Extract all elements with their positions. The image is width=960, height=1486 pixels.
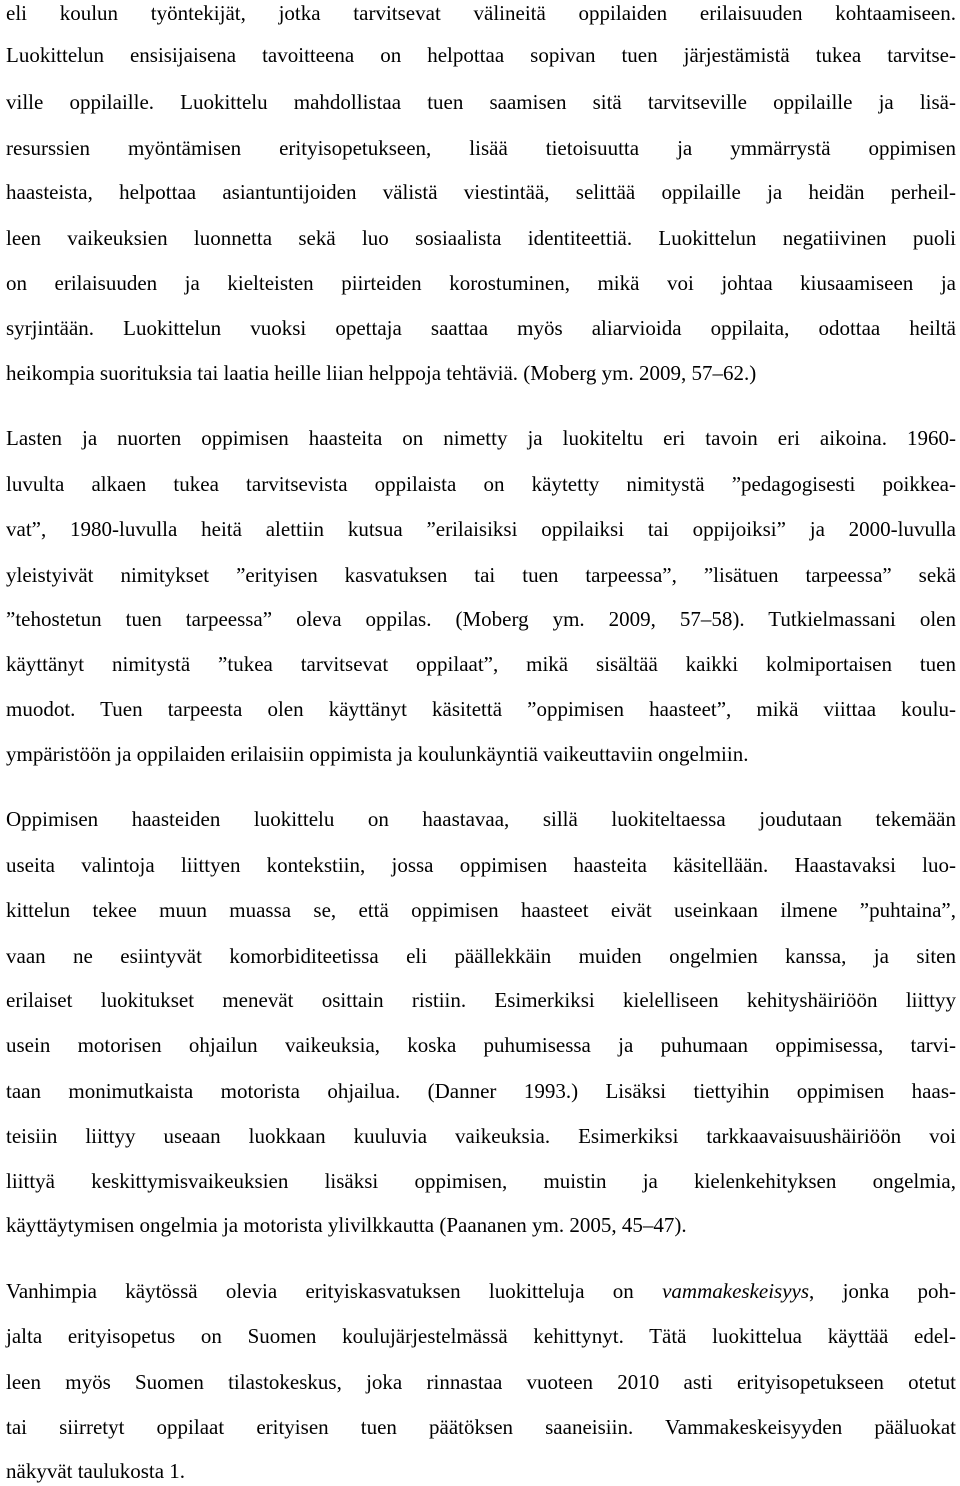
text-run: , jonka poh- [809,1279,956,1303]
text-line: teisiin liittyy useaan luokkaan kuuluvia vaikeuksia. Esimerkiksi tarkkaavaisuushäiriöön voi [6,1124,956,1148]
italic-term: vammakeskeisyys [662,1279,810,1303]
text-line: yleistyivät nimitykset ”erityisen kasvatuksen tai tuen tarpeessa”, ”lisätuen tarpeessa” sekä [6,563,956,587]
text-line [6,1278,956,1304]
text-line: käyttäytymisen ongelmia ja motorista ylivilkkautta (Paananen ym. 2005, 45–47). [6,1213,687,1237]
text-line: heikompia suorituksia tai laatia heille liian helppoja tehtäviä. (Moberg ym. 2009, 57–62.) [6,361,757,385]
text-line: vat”, 1980-luvulla heitä alettiin kutsua ”erilaisiksi oppilaiksi tai oppijoiksi” ja 2000-luvulla [6,517,956,541]
text-line: leen myös Suomen tilastokeskus, joka rinnastaa vuoteen 2010 asti erityisopetukseen otetut [6,1370,956,1394]
text-line: tai siirretyt oppilaat erityisen tuen päätöksen saaneisiin. Vammakeskeisyyden pääluokat [6,1415,956,1439]
text-line: näkyvät taulukosta 1. [6,1459,186,1483]
text-line: haasteista, helpottaa asiantuntijoiden välistä viestintää, selittää oppilaille ja heidän perheil- [6,180,956,204]
text-run: Vanhimpia käytössä olevia erityiskasvatuksen luokitteluja on [6,1279,663,1303]
text-line: Luokittelun ensisijaisena tavoitteena on helpottaa sopivan tuen järjestämistä tukea tarvitse- [6,43,956,67]
text-line: resurssien myöntämisen erityisopetukseen, lisää tietoisuutta ja ymmärrystä oppimisen [6,136,956,160]
text-line: Oppimisen haasteiden luokittelu on haastavaa, sillä luokiteltaessa joudutaan tekemään [6,807,956,831]
text-line: erilaiset luokitukset menevät osittain ristiin. Esimerkiksi kielelliseen kehityshäiriöön liittyy [6,988,956,1012]
text-line: luvulta alkaen tukea tarvitsevista oppilaista on käytetty nimitystä ”pedagogisesti poikkea- [6,472,956,496]
text-line: usein motorisen ohjailun vaikeuksia, koska puhumisessa ja puhumaan oppimisessa, tarvi- [6,1033,956,1057]
text-line: eli koulun työntekijät, jotka tarvitsevat välineitä oppilaiden erilaisuuden kohtaamiseen. [6,1,956,25]
text-line: käyttänyt nimitystä ”tukea tarvitsevat oppilaat”, mikä sisältää kaikki kolmiportaisen tuen [6,652,956,676]
text-line: leen vaikeuksien luonnetta sekä luo sosiaalista identiteettiä. Luokittelun negatiivinen puoli [6,226,956,250]
text-line: taan monimutkaista motorista ohjailua. (Danner 1993.) Lisäksi tiettyihin oppimisen haas- [6,1079,956,1103]
text-line: muodot. Tuen tarpeesta olen käyttänyt käsitettä ”oppimisen haasteet”, mikä viittaa koulu- [6,697,956,721]
text-line: syrjintään. Luokittelun vuoksi opettaja saattaa myös aliarvioida oppilaita, odottaa heiltä [6,316,956,340]
text-line: liittyä keskittymisvaikeuksien lisäksi oppimisen, muistin ja kielenkehityksen ongelmia, [6,1169,956,1193]
text-line: kittelun tekee muun muassa se, että oppimisen haasteet eivät useinkaan ilmene ”puhtaina”, [6,898,956,922]
text-line: useita valintoja liittyen kontekstiin, jossa oppimisen haasteita käsitellään. Haastavaksi luo- [6,853,956,877]
text-line: vaan ne esiintyvät komorbiditeetissa eli päällekkäin muiden ongelmien kanssa, ja siten [6,944,956,968]
text-line: jalta erityisopetus on Suomen koulujärjestelmässä kehittynyt. Tätä luokittelua käyttää edel- [6,1324,956,1348]
text-line: on erilaisuuden ja kielteisten piirteiden korostuminen, mikä voi johtaa kiusaamiseen ja [6,271,956,295]
text-line: Lasten ja nuorten oppimisen haasteita on nimetty ja luokiteltu eri tavoin eri aikoina. 1960- [6,426,956,450]
text-line: ympäristöön ja oppilaiden erilaisiin oppimista ja koulunkäyntiä vaikeuttaviin ongelmiin. [6,742,749,766]
text-line: ”tehostetun tuen tarpeessa” oleva oppilas. (Moberg ym. 2009, 57–58). Tutkielmassani olen [6,607,956,631]
text-line: ville oppilaille. Luokittelu mahdollistaa tuen saamisen sitä tarvitseville oppilaille ja lisä- [6,90,956,114]
